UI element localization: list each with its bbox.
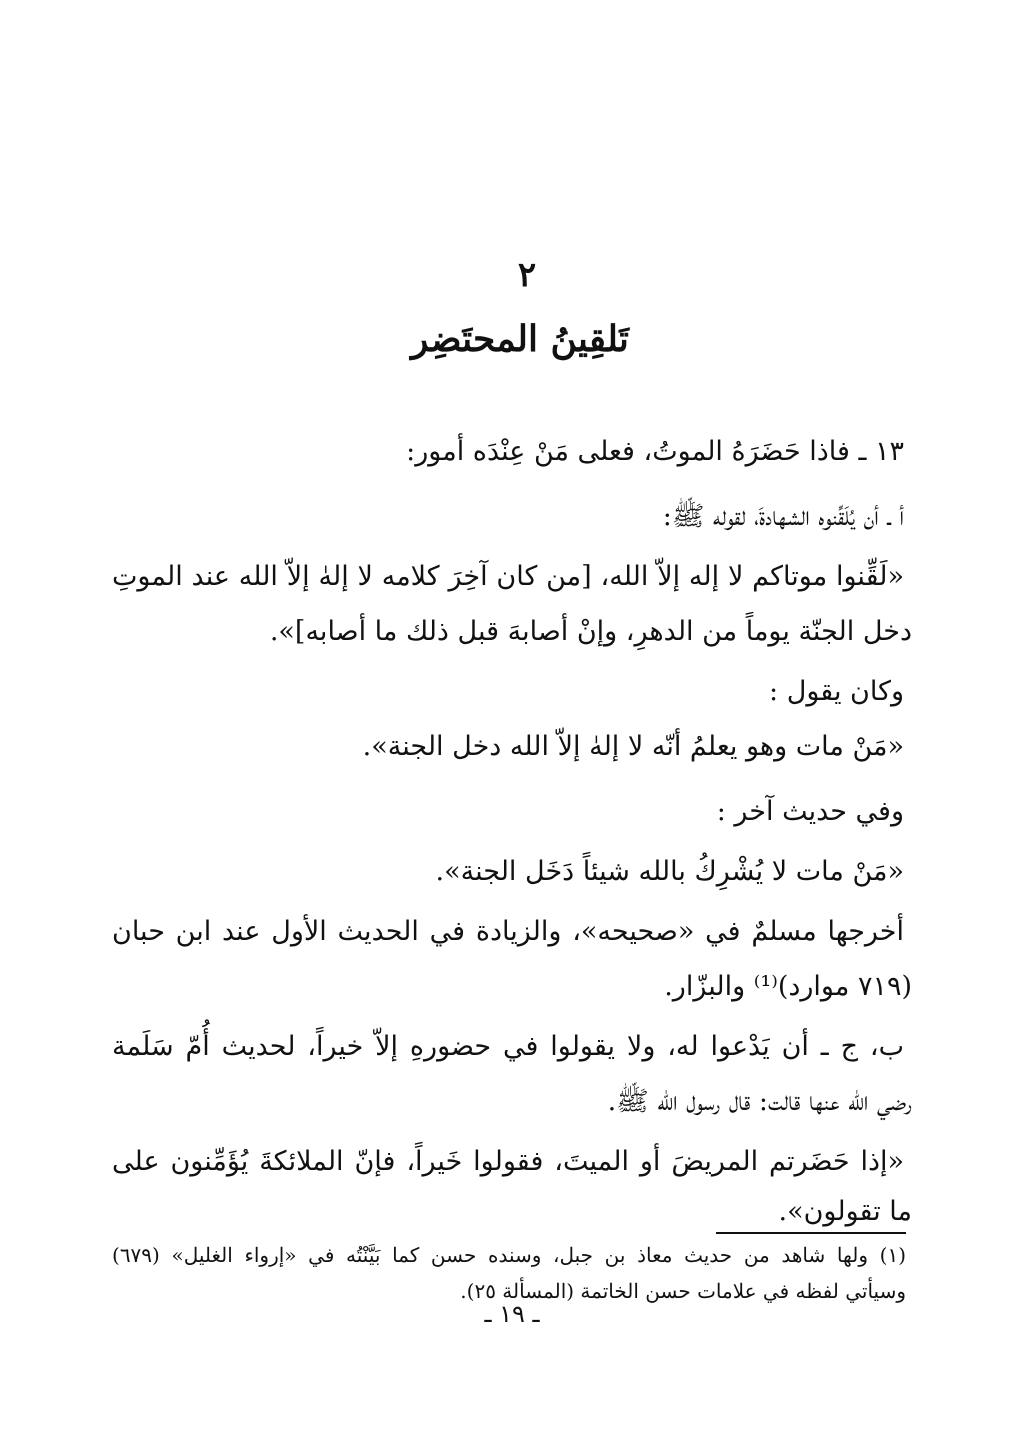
hadith-line: «لَقِّنوا موتاكم لا إله إلاّ الله، [من كان آخِرَ كلامه لا إلهٰ إلاّ الله عند الموتِ	[112, 561, 904, 592]
page-number: ـ ١٩ ـ	[484, 1300, 540, 1328]
paragraph-line: أخرجها مسلمٌ في «صحيحه»، والزيادة في الحديث الأول عند ابن حبان	[112, 916, 904, 947]
footnote-line: وسيأتي لفظه في علامات حسن الخاتمة (المسألة ٢٥).	[460, 1279, 906, 1303]
hadith-line: دخل الجنّة يوماً من الدهرِ، وإنْ أصابهَ قبل ذلك ما أصابه]».	[269, 616, 912, 647]
chapter-title: تَلقِينُ المحتَضِر	[411, 318, 629, 360]
footnote-line: (١) ولها شاهد من حديث معاذ بن جبل، وسنده حسن كما بَيَّنْتُه في «إرواء الغليل» (٦٧٩)	[112, 1243, 906, 1267]
hadith-line: «إذا حَضَرتم المريضَ أو الميتَ، فقولوا خَيراً، فإنّ الملائكةَ يُؤَمِّنون على	[112, 1146, 904, 1177]
chapter-number: ٢	[517, 255, 537, 295]
paragraph-line: (٧١٩ موارد)⁽¹⁾ والبزّار.	[664, 971, 912, 1002]
paragraph-line: ١٣ ـ فاذا حَضَرَهُ الموتُ، فعلى مَنْ عِنْدَه أمور:	[406, 436, 904, 467]
hadith-line: ما تقولون».	[778, 1196, 912, 1227]
paragraph-line: رضي الله عنها قالت: قال رسول الله ﷺ.	[607, 1086, 912, 1117]
paragraph-line: أ ـ أن يُلَقِّنوه الشهادةَ، لقوله ﷺ:	[662, 501, 904, 532]
hadith-line: «مَنْ مات وهو يعلمُ أنّه لا إلهٰ إلاّ الله دخل الجنة».	[362, 731, 904, 762]
hadith-line: «مَنْ مات لا يُشْرِكُ بالله شيئاً دَخَل الجنة».	[435, 856, 904, 887]
footnote-separator	[716, 1232, 906, 1234]
paragraph-line: وفي حديث آخر :	[716, 796, 904, 827]
paragraph-line: وكان يقول :	[769, 676, 904, 707]
paragraph-line: ب، ج ـ أن يَدْعوا له، ولا يقولوا في حضورهِ إلاّ خيراً، لحديث أُمّ سَلَمة	[112, 1031, 904, 1062]
